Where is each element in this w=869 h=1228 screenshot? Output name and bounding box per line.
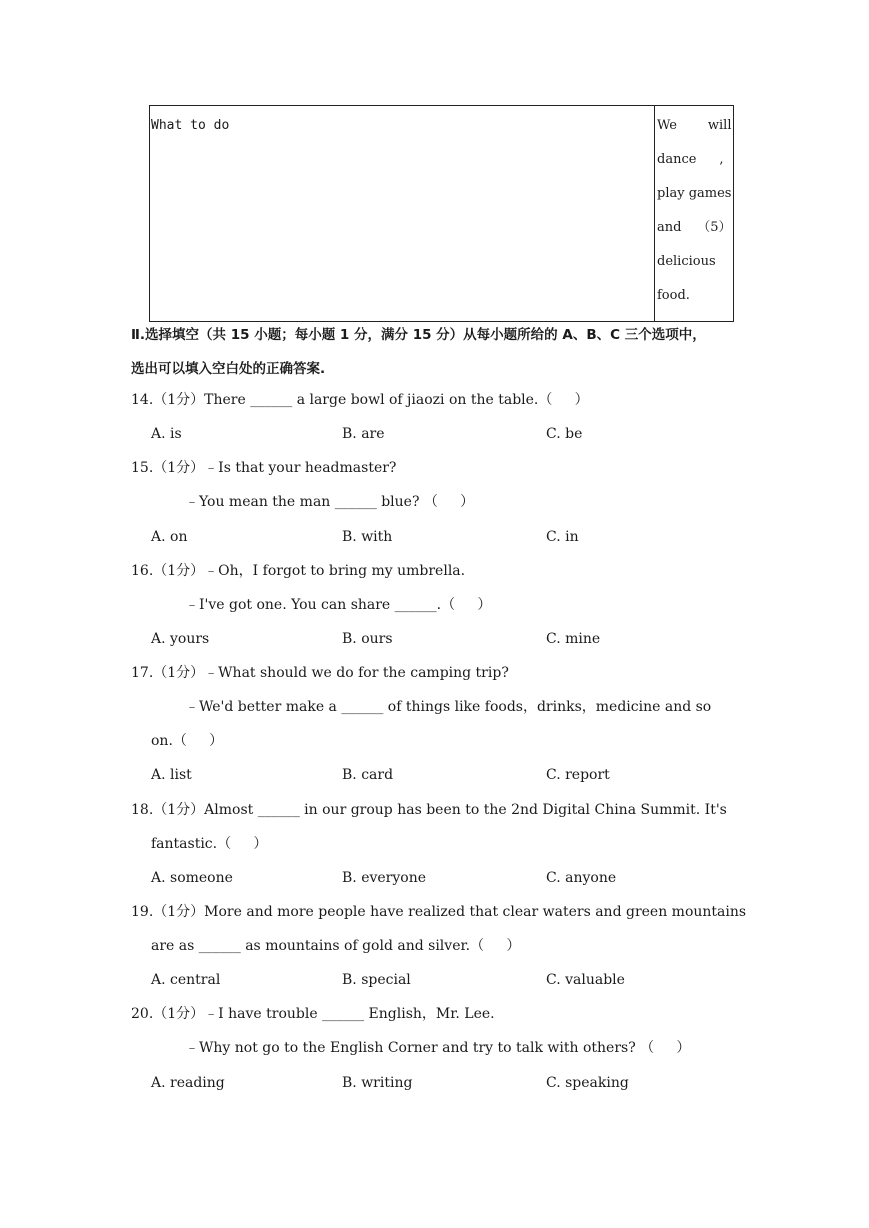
question-17-option-c: C. report: [546, 767, 610, 783]
question-17-option-b: B. card: [342, 767, 394, 783]
question-20-stem: 20.（1分）﹣I have trouble ______ English，Mr. Lee.: [131, 1006, 495, 1022]
content-line: and （5）: [657, 220, 732, 235]
question-20-reply: ﹣Why not go to the English Corner and try to talk with others? （ ）: [185, 1040, 691, 1056]
question-17-option-a: A. list: [151, 767, 192, 783]
question-17-continuation: on.（ ）: [151, 733, 224, 749]
question-17-reply: ﹣We'd better make a ______ of things like foods，drinks，medicine and so: [185, 699, 712, 715]
question-19-stem: 19.（1分）More and more people have realized that clear waters and green mountains: [131, 904, 747, 920]
question-14-stem: 14.（1分）There ______ a large bowl of jiaozi on the table.（ ）: [131, 392, 589, 408]
what-to-do-label: What to do: [151, 118, 230, 133]
question-16-stem: 16.（1分）﹣Oh，I forgot to bring my umbrella.: [131, 563, 466, 579]
question-19-option-a: A. central: [151, 972, 221, 988]
question-15-stem: 15.（1分）﹣Is that your headmaster?: [131, 460, 397, 476]
question-18-continuation: fantastic.（ ）: [151, 836, 268, 852]
question-20-option-a: A. reading: [151, 1075, 225, 1091]
question-14-option-c: C. be: [546, 426, 583, 442]
content-line: delicious: [657, 254, 716, 269]
question-15-reply: ﹣You mean the man ______ blue? （ ）: [185, 494, 475, 510]
question-15-option-c: C. in: [546, 529, 579, 545]
question-20-option-c: C. speaking: [546, 1075, 629, 1091]
question-18-option-b: B. everyone: [342, 870, 426, 886]
section-heading-line1: Ⅱ.选择填空（共 15 小题；每小题 1 分，满分 15 分）从每小题所给的 A、B、C 三个选项中，: [131, 327, 706, 343]
question-18-option-c: C. anyone: [546, 870, 617, 886]
content-line: play games: [657, 186, 732, 201]
section-heading-line2: 选出可以填入空白处的正确答案.: [131, 361, 326, 377]
content-line: food.: [657, 288, 690, 303]
question-18-stem: 18.（1分）Almost ______ in our group has been to the 2nd Digital China Summit. It's: [131, 802, 727, 818]
question-14-option-b: B. are: [342, 426, 385, 442]
question-19-option-b: B. special: [342, 972, 411, 988]
question-17-stem: 17.（1分）﹣What should we do for the camping trip?: [131, 665, 509, 681]
table-cell-content: [655, 106, 734, 322]
question-19-option-c: C. valuable: [546, 972, 625, 988]
question-14-option-a: A. is: [151, 426, 182, 442]
question-19-continuation: are as ______ as mountains of gold and silver.（ ）: [151, 938, 521, 954]
activity-table: [149, 105, 734, 322]
question-16-reply: ﹣I've got one. You can share ______.（ ）: [185, 597, 492, 613]
content-line: We will: [657, 118, 732, 133]
question-16-option-c: C. mine: [546, 631, 601, 647]
question-15-option-b: B. with: [342, 529, 393, 545]
question-20-option-b: B. writing: [342, 1075, 413, 1091]
table-cell-label: [150, 106, 655, 322]
question-16-option-a: A. yours: [151, 631, 210, 647]
question-18-option-a: A. someone: [151, 870, 233, 886]
content-line: dance ,: [657, 152, 724, 167]
question-15-option-a: A. on: [151, 529, 188, 545]
question-16-option-b: B. ours: [342, 631, 393, 647]
